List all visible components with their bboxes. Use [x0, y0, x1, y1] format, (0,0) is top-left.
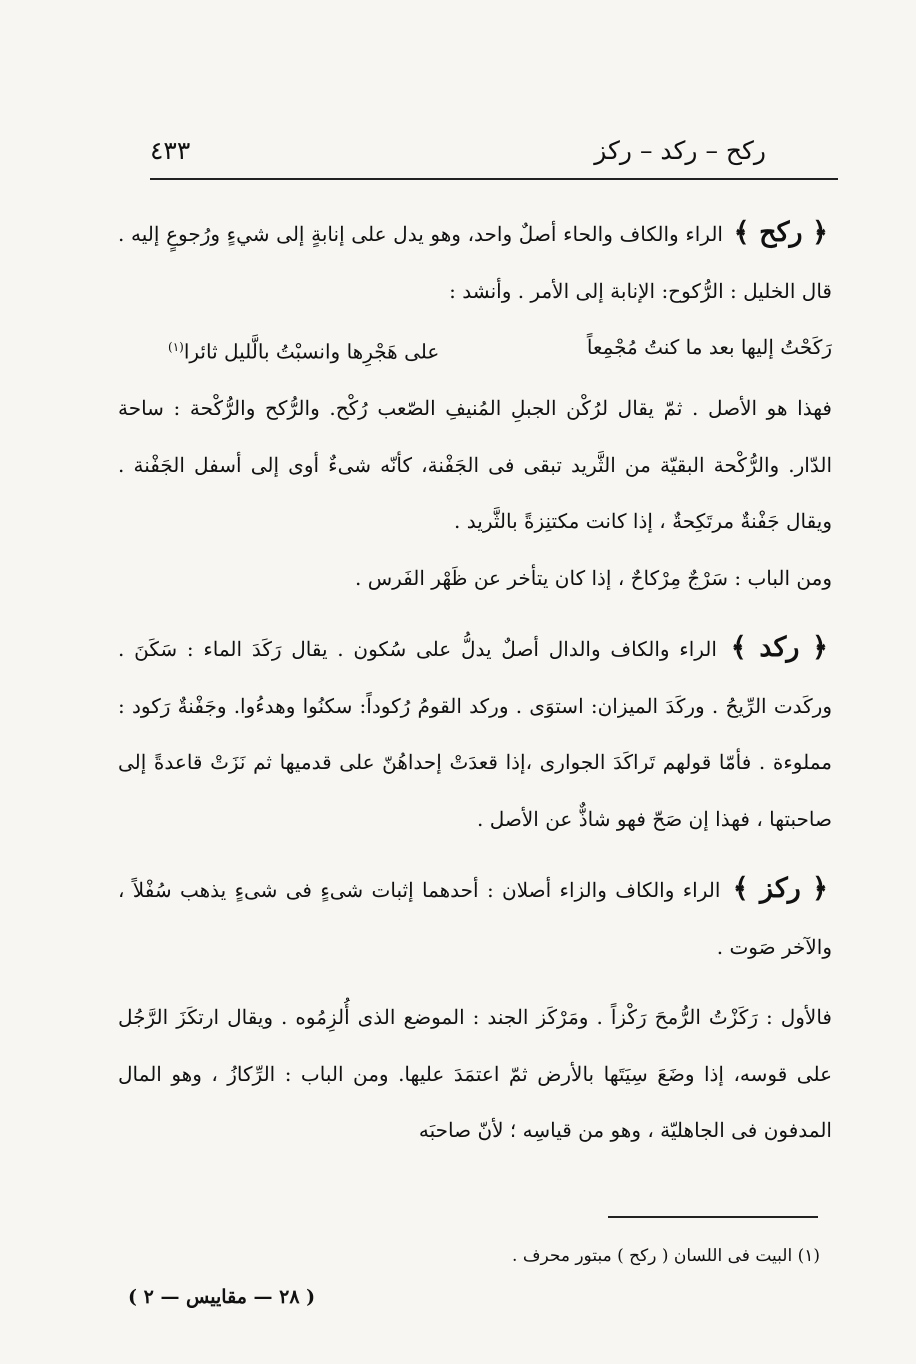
root-heading: ﴿ ركد ﴾ [730, 632, 828, 664]
entry-text: الراء والكاف والحاء أصلٌ واحد، وهو يدل على إنابةٍ إلى شيءٍ ورُجوعٍ إليه . قال الخليل : الرُّكوح: الإنابة إلى الأمر . وأنشد : [118, 222, 832, 303]
entry-rkh-intro [118, 205, 832, 319]
running-title: ركح – ركد – ركز [594, 135, 766, 165]
root-heading: ﴿ ركح ﴾ [733, 217, 828, 248]
page-body [118, 205, 832, 1159]
footnote-marker: (١) [168, 340, 184, 354]
poetry-verse [118, 319, 832, 380]
running-header [150, 130, 766, 170]
root-heading: ﴿ ركز ﴾ [732, 873, 828, 905]
entry-text: الراء والكاف والدال أصلٌ يدلُّ على سُكون . يقال رَكَدَ الماء : سَكَنَ . وركَدت الرِّيحُ . وركَدَ الميزان: استوَى . وركد القومُ رُكوداً: سكنُوا وهدءُوا. وجَفْنةٌ رَكود : مملوءة . فأمّا قولهم تَراكَدَ الجوارى ،إذا قعدَتْ إحداهُنّ على قدميها ثم نَزَتْ قاعدةً إلى صاحبتها ، فهذا إن صَحّ فهو شاذٌّ عن الأصل . [118, 637, 832, 831]
footnote: (١) البيت فى اللسان ( ركح ) مبتور محرف . [512, 1246, 820, 1266]
verse-first-half: رَكَحْتُ إليها بعد ما كنتُ مُجْمِعاً [586, 335, 832, 359]
entry-rkz-intro [118, 861, 832, 975]
header-rule [150, 178, 838, 180]
footnote-rule [608, 1216, 818, 1218]
entry-paragraph: ومن الباب : سَرْجٌ مِرْكاحٌ ، إذا كان يتأخر عن ظَهْر الفَرس . [355, 565, 832, 590]
entry-text: الراء والكاف والزاء أصلان : أحدهما إثبات شىءٍ فى شىءٍ يذهب سُفْلاً ، والآخر صَوت . [118, 878, 832, 959]
entry-paragraph: فهذا هو الأصل . ثمّ يقال لرُكْن الجبلِ المُنيفِ الصّعب رُكْح. والرُّكح والرُّكْحة : ساحة الدّار. والرُّكْحة البقيّة من الثَّريد تبقى فى الجَفْنة، كأنّه شىءٌ أوى إلى أسفل الجَفْنة . ويقال جَفْنةٌ مرتَكِحةٌ ، إذا كانت مكتنِزةً بالثَّريد . [118, 396, 832, 534]
printer-signature: ( ٢٨ — مقاييس — ٢ ) [128, 1286, 316, 1308]
entry-paragraph: فالأول : رَكَزْتُ الرُّمحَ رَكْزاً . ومَرْكَز الجند : الموضع الذى أُلزِمُوه . ويقال ارتكَزَ الرَّجُل على قوسه، إذا وضَعَ سِيَتَها بالأرض ثمّ اعتمَدَ عليها. ومن الباب : الرِّكازُ ، وهو المال المدفون فى الجاهليّة ، وهو من قياسِه ؛ لأنّ صاحبَه [118, 1005, 832, 1143]
verse-second-half: على هَجْرِها وانسبْتُ بالَّليل ثائرا$^{(١)}$ [168, 339, 440, 364]
entry-rkd [118, 620, 832, 847]
page-number: ٤٣٣ [150, 135, 191, 165]
